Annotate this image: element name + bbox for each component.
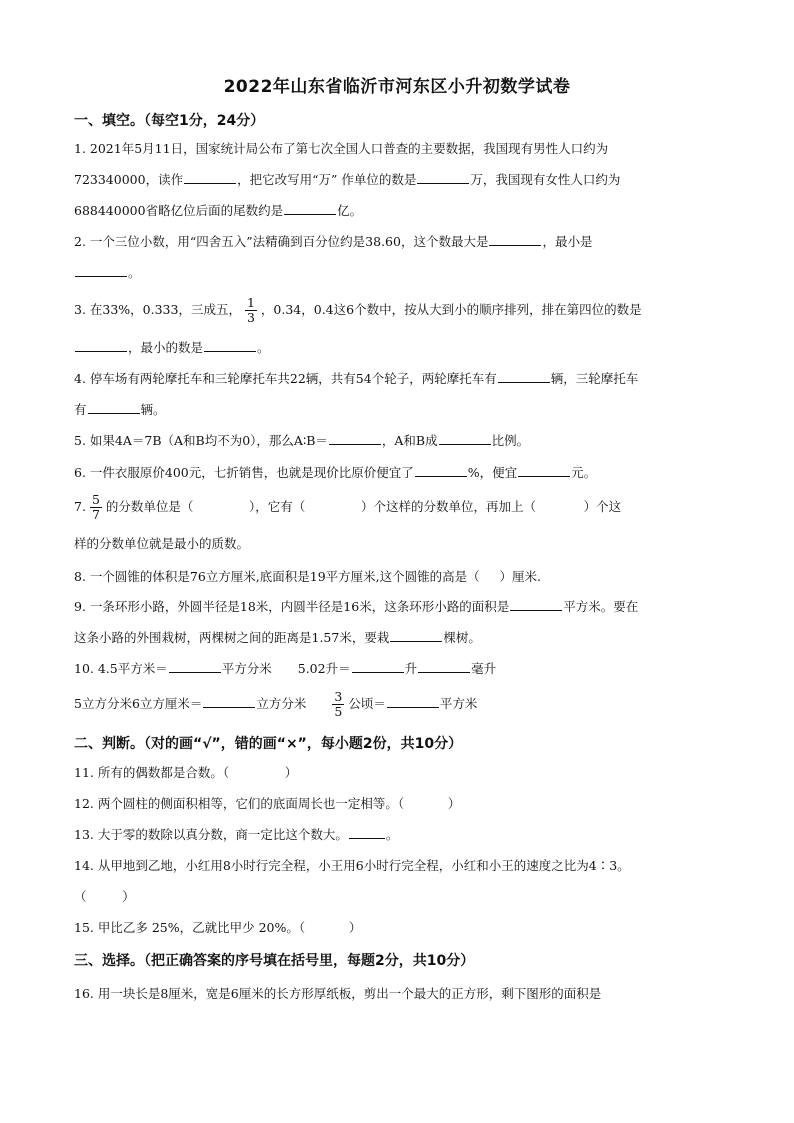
question-16-line-1: 16. 用一块长是8厘米，宽是6厘米的长方形厚纸板，剪出一个最大的正方形，剩下图形的面积是 (74, 986, 602, 1001)
question-1-line-2: 723340000，读作 ，把它改写用“万” 作单位的数是 万，我国现有女性人口约为 (74, 172, 621, 187)
fraction-five-sevenths: $\frac{5}{7}$ (91, 492, 100, 522)
answer-paren-space[interactable] (87, 889, 123, 904)
question-7-line-1: 7. $\frac{5}{7}$ 的分数单位是（ ），它有（ ）个这样的分数单位，再加上（ ）个这 (74, 492, 622, 522)
question-1-line-1: 1. 2021年5月11日，国家统计局公布了第七次全国人口普查的主要数据，我国现有男性人口约为 (74, 141, 609, 156)
answer-paren-space[interactable] (480, 569, 500, 584)
answer-blank[interactable] (510, 598, 562, 611)
question-4-line-2: 有 辆。 (74, 402, 166, 417)
question-2-line-2: 。 (74, 264, 141, 282)
answer-blank[interactable] (418, 660, 470, 673)
answer-blank[interactable] (184, 171, 236, 184)
answer-blank[interactable] (498, 370, 550, 383)
answer-blank[interactable] (329, 432, 381, 445)
answer-blank[interactable] (169, 660, 221, 673)
question-15: 15. 甲比乙多 25%，乙就比甲少 20%。（ ） (74, 920, 362, 935)
answer-blank[interactable] (349, 826, 385, 839)
answer-paren-space[interactable] (305, 499, 361, 514)
question-14-line-2: （ ） (74, 889, 135, 904)
question-12: 12. 两个圆柱的侧面积相等，它们的底面周长也一定相等。（ ） (74, 796, 461, 811)
question-3-line-2: ，最小的数是 。 (74, 339, 270, 357)
section-heading-multiple-choice: 三、选择。（把正确答案的序号填在括号里，每题2分，共10分） (74, 953, 475, 969)
page-title: 2022年山东省临沂市河东区小升初数学试卷 (223, 77, 571, 97)
answer-blank[interactable] (387, 695, 439, 708)
answer-blank[interactable] (417, 171, 469, 184)
answer-blank[interactable] (390, 629, 442, 642)
answer-blank[interactable] (439, 432, 491, 445)
answer-paren-space[interactable] (536, 499, 584, 514)
question-2-line-1: 2. 一个三位小数，用“四舍五入”法精确到百分位约是38.60，这个数最大是 ，最小是 (74, 234, 593, 249)
answer-blank[interactable] (88, 401, 140, 414)
answer-blank[interactable] (415, 464, 467, 477)
question-6: 6. 一件衣服原价400元，七折销售，也就是现价比原价便宜了 %，便宜 元。 (74, 465, 597, 480)
section-heading-true-false: 二、判断。（对的画“√”，错的画“×”，每小题2份，共10分） (74, 736, 463, 752)
question-11: 11. 所有的偶数都是合数。（ ） (74, 765, 298, 780)
section-heading-fill-blank: 一、填空。（每空1分，24分） (74, 113, 265, 129)
answer-blank[interactable] (75, 264, 127, 277)
question-3-line-1: 3. 在33%，0.333，三成五， $\frac{1}{3}$ ，0.34，0.4这6个数中，按从大到小的顺序排列，排在第四位的数是 (74, 295, 642, 325)
question-9-line-2: 这条小路的外围栽树，两棵树之间的距离是1.57米，要栽 棵树。 (74, 630, 481, 645)
answer-blank[interactable] (203, 695, 255, 708)
answer-blank[interactable] (518, 464, 570, 477)
answer-blank[interactable] (284, 202, 336, 215)
question-10-line-2: 5立方分米6立方厘米＝ 立方分米 $\frac{3}{5}$ 公顷＝ 平方米 (74, 689, 478, 719)
question-13: 13. 大于零的数除以真分数，商一定比这个数大。 。 (74, 827, 399, 842)
question-4-line-1: 4. 停车场有两轮摩托车和三轮摩托车共22辆，共有54个轮子，两轮摩托车有 辆，三轮摩托车 (74, 371, 639, 386)
question-8: 8. 一个圆锥的体积是76立方厘米,底面积是19平方厘米,这个圆锥的高是（ ）厘米. (74, 569, 542, 584)
answer-blank[interactable] (352, 660, 404, 673)
question-7-line-2: 样的分数单位就是最小的质数。 (74, 536, 250, 551)
answer-blank[interactable] (75, 339, 127, 352)
answer-blank[interactable] (489, 233, 541, 246)
answer-paren-space[interactable] (305, 920, 349, 935)
answer-paren-space[interactable] (229, 765, 285, 780)
fraction-one-third: $\frac{1}{3}$ (246, 295, 255, 325)
answer-paren-space[interactable] (193, 499, 249, 514)
question-1-line-3: 688440000省略亿位后面的尾数约是 亿。 (74, 203, 363, 218)
question-14-line-1: 14. 从甲地到乙地，小红用8小时行完全程，小王用6小时行完全程，小红和小王的速度之比为4∶3。 (74, 858, 630, 873)
question-10-line-1: 10. 4.5平方米＝ 平方分米 5.02升＝ 升 毫升 (74, 661, 497, 676)
answer-paren-space[interactable] (404, 796, 448, 811)
question-5: 5. 如果4A＝7B（A和B均不为0），那么A∶B＝ ，A和B成 比例。 (74, 433, 530, 448)
question-9-line-1: 9. 一条环形小路，外圆半径是18米，内圆半径是16米，这条环形小路的面积是 平方米。要在 (74, 599, 639, 614)
answer-blank[interactable] (204, 339, 256, 352)
fraction-three-fifths: $\frac{3}{5}$ (334, 689, 343, 719)
